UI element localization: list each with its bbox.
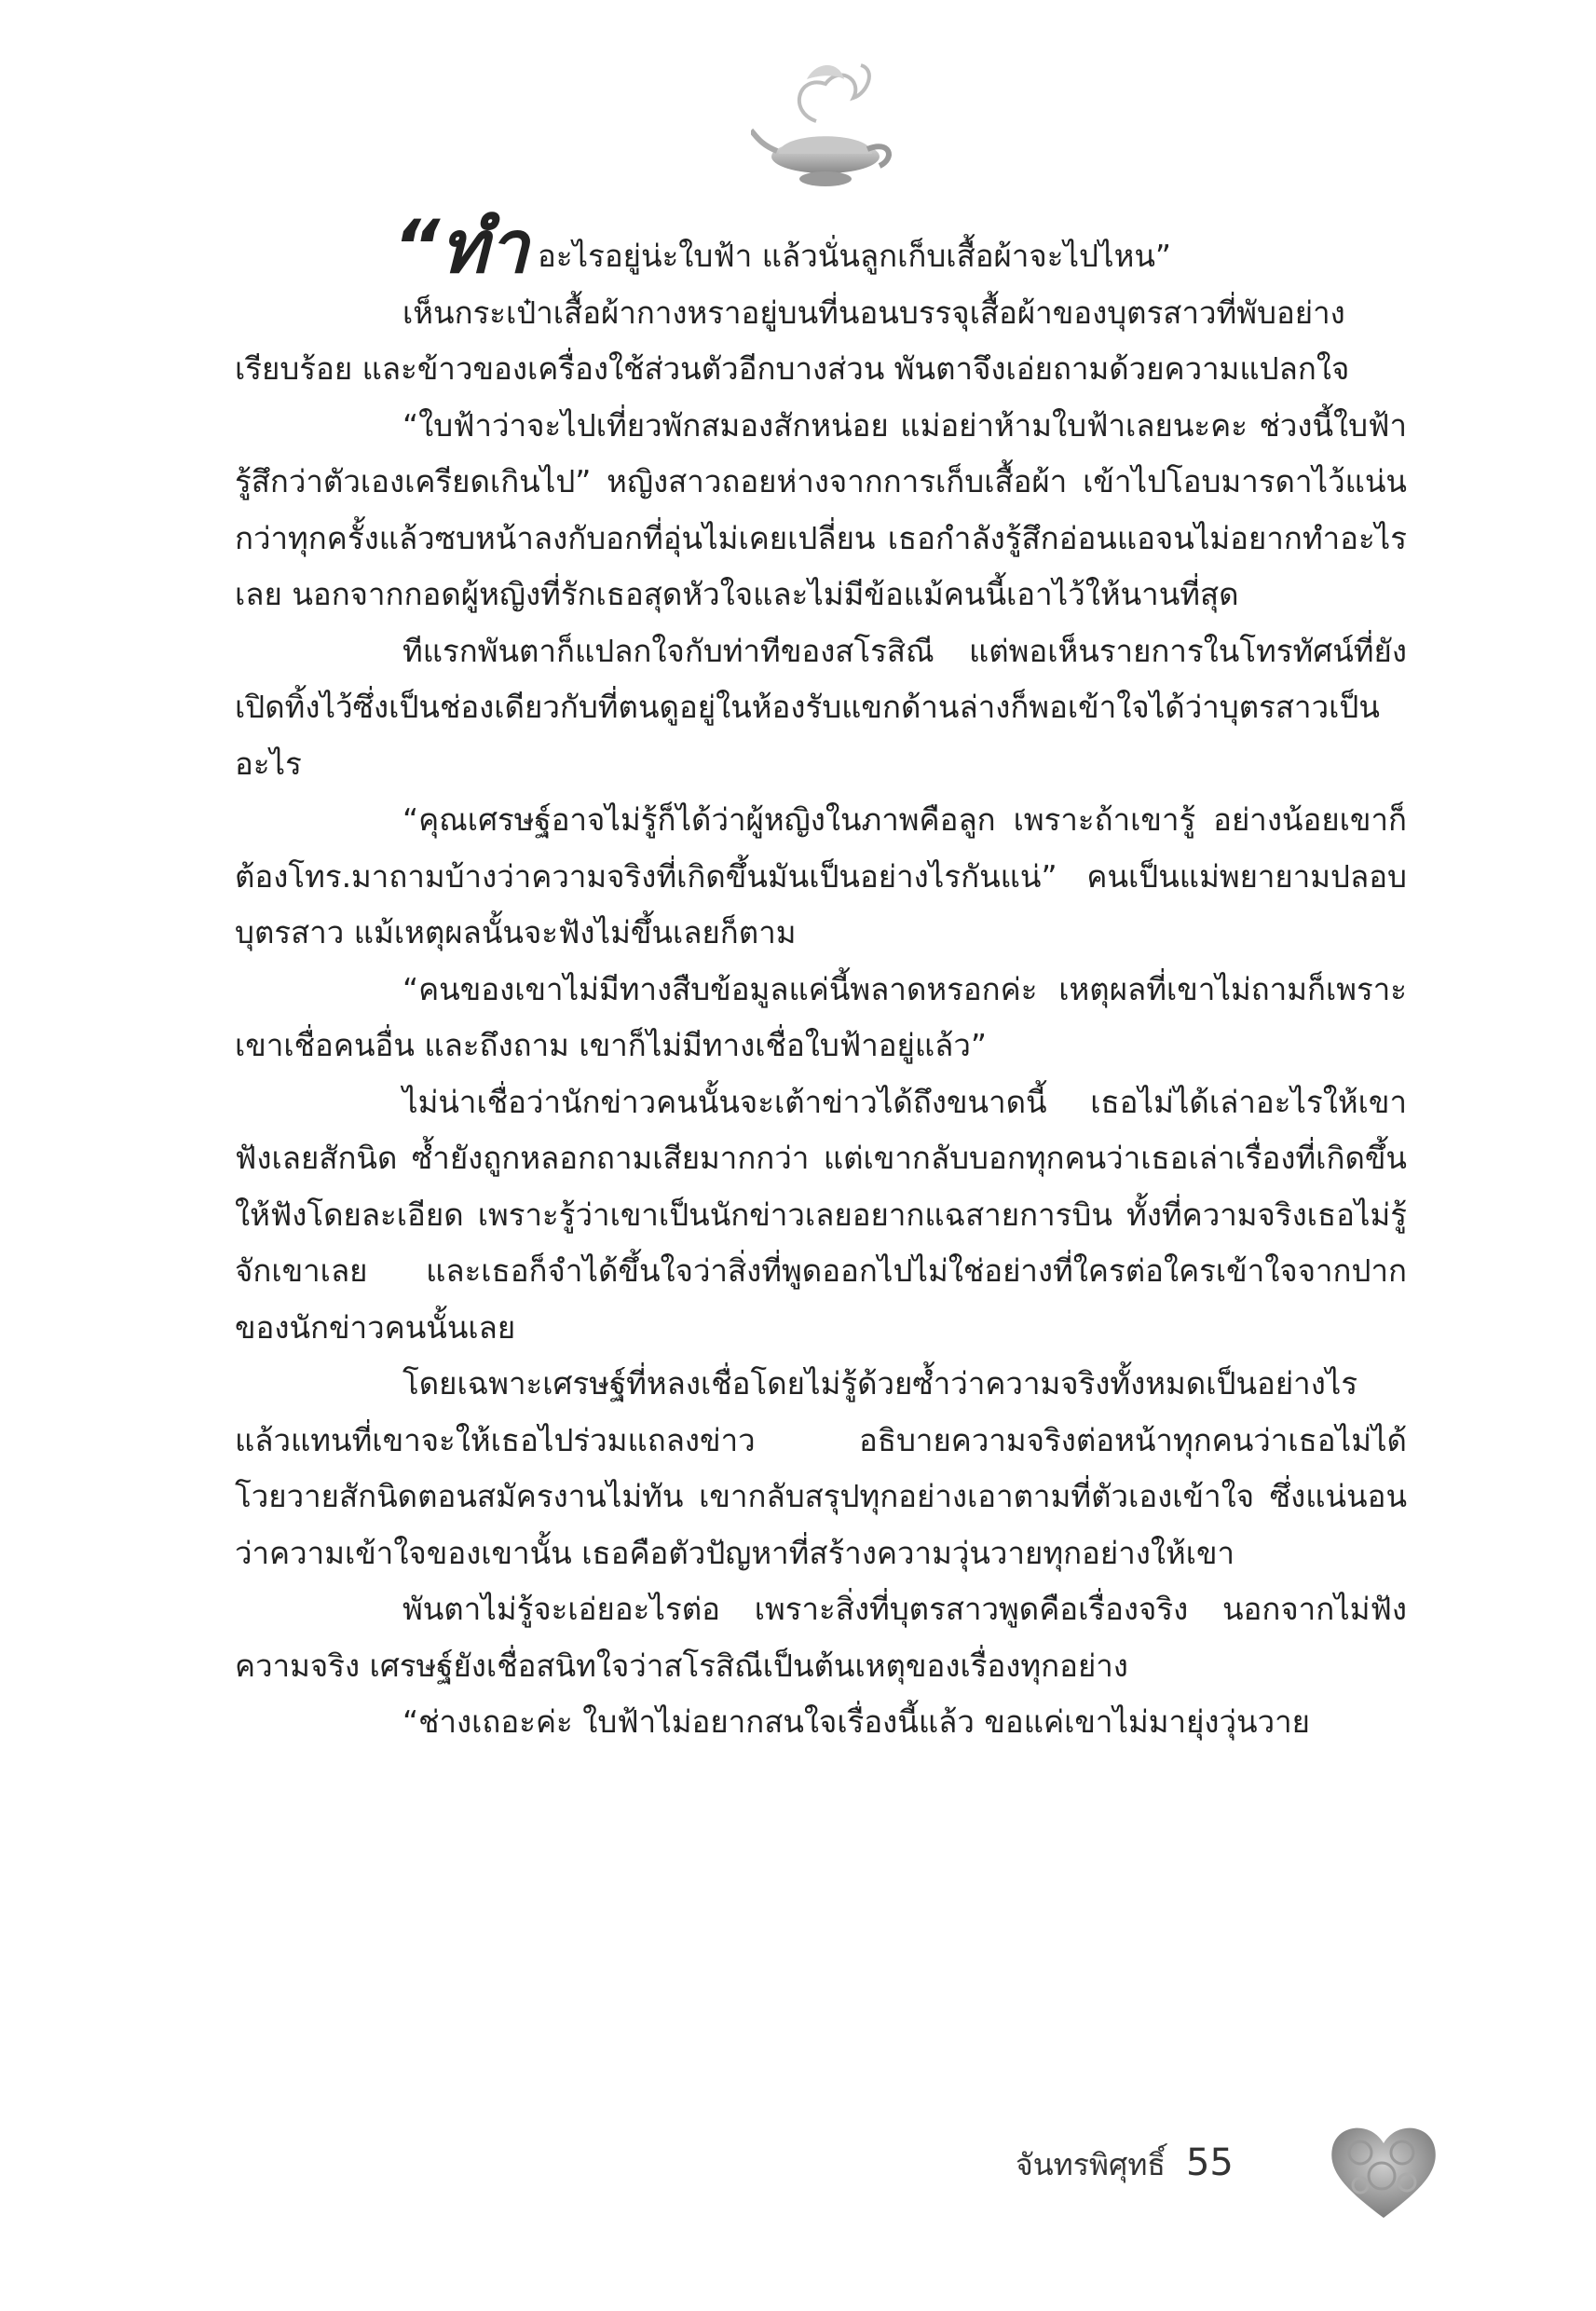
drop-cap: “ทำ — [393, 206, 529, 290]
paragraph: โดยเฉพาะเศรษฐ์ที่หลงเชื่อโดยไม่รู้ด้วยซ้ำว่าความจริงทั้งหมดเป็นอย่างไร แล้วแทนที่เขาจะให้เธอไปร่วมแถลงข่าว อธิบายความจริงต่อหน้าทุกคนว่าเธอไม่ได้โวยวายสักนิดตอนสมัครงานไม่ทัน เขากลับสรุปทุกอย่างเอาตามที่ตัวเองเข้าใจ ซึ่งแน่นอนว่าความเข้าใจของเขานั้น เธอคือตัวปัญหาที่สร้างความวุ่นวายทุกอย่างให้เขา — [235, 1365, 1407, 1571]
genie-lamp-icon — [751, 56, 900, 196]
book-title: จันทรพิศุทธิ์ — [1016, 2147, 1166, 2182]
paragraph: เห็นกระเป๋าเสื้อผ้ากางหราอยู่บนที่นอนบรรจุเสื้อผ้าของบุตรสาวที่พับอย่างเรียบร้อย และข้าวของเครื่องใช้ส่วนตัวอีกบางส่วน พันตาจึงเอ่ยถามด้วยความแปลกใจ — [235, 294, 1350, 387]
paragraph: พันตาไม่รู้จะเอ่ยอะไรต่อ เพราะสิ่งที่บุตรสาวพูดคือเรื่องจริง นอกจากไม่ฟังความจริง เศรษฐ์ยังเชื่อสนิทใจว่าสโรสิณีเป็นต้นเหตุของเรื่องทุกอย่าง — [235, 1591, 1407, 1684]
rose-heart-icon — [1328, 2115, 1439, 2222]
page-footer — [1016, 2141, 1234, 2189]
paragraph: “คนของเขาไม่มีทางสืบข้อมูลแค่นี้พลาดหรอกค่ะ เหตุผลที่เขาไม่ถามก็เพราะเขาเชื่อคนอื่น และถึงถาม เขาก็ไม่มีทางเชื่อใบฟ้าอยู่แล้ว” — [235, 970, 1407, 1063]
story-text — [235, 206, 1407, 1751]
paragraph: “ใบฟ้าว่าจะไปเที่ยวพักสมองสักหน่อย แม่อย่าห้ามใบฟ้าเลยนะคะ ช่วงนี้ใบฟ้ารู้สึกว่าตัวเองเครียดเกินไป” หญิงสาวถอยห่างจากการเก็บเสื้อผ้า เข้าไปโอบมารดาไว้แน่นกว่าทุกครั้งแล้วซบหน้าลงกับอกที่อุ่นไม่เคยเปลี่ยน เธอกำลังรู้สึกอ่อนแอจนไม่อยากทำอะไรเลย นอกจากกอดผู้หญิงที่รักเธอสุดหัวใจและไม่มีข้อแม้คนนี้เอาไว้ให้นานที่สุด — [235, 406, 1407, 612]
paragraph: ไม่น่าเชื่อว่านักข่าวคนนั้นจะเต้าข่าวได้ถึงขนาดนี้ เธอไม่ได้เล่าอะไรให้เขาฟังเลยสักนิด ซ้ำยังถูกหลอกถามเสียมากกว่า แต่เขากลับบอกทุกคนว่าเธอเล่าเรื่องที่เกิดขึ้นให้ฟังโดยละเอียด เพราะรู้ว่าเขาเป็นนักข่าวเลยอยากแฉสายการบิน ทั้งที่ความจริงเธอไม่รู้จักเขาเลย และเธอก็จำได้ขึ้นใจว่าสิ่งที่พูดออกไปไม่ใช่อย่างที่ใครต่อใครเข้าใจจากปากของนักข่าวคนนั้นเลย — [235, 1083, 1407, 1346]
paragraph: ทีแรกพันตาก็แปลกใจกับท่าทีของสโรสิณี แต่พอเห็นรายการในโทรทัศน์ที่ยังเปิดทิ้งไว้ซึ่งเป็นช่องเดียวกับที่ตนดูอยู่ในห้องรับแขกด้านล่างก็พอเข้าใจได้ว่าบุตรสาวเป็นอะไร — [235, 632, 1407, 782]
opening-line-text: อะไรอยู่น่ะใบฟ้า แล้วนั่นลูกเก็บเสื้อผ้าจะไปไหน” — [538, 238, 1172, 274]
page-number: 55 — [1185, 2141, 1234, 2184]
paragraph: “คุณเศรษฐ์อาจไม่รู้ก็ได้ว่าผู้หญิงในภาพคือลูก เพราะถ้าเขารู้ อย่างน้อยเขาก็ต้องโทร.มาถามบ้างว่าความจริงที่เกิดขึ้นมันเป็นอย่างไรกันแน่” คนเป็นแม่พยายามปลอบบุตรสาว แม้เหตุผลนั้นจะฟังไม่ขึ้นเลยก็ตาม — [235, 801, 1407, 950]
paragraph: “ช่างเถอะค่ะ ใบฟ้าไม่อยากสนใจเรื่องนี้แล้ว ขอแค่เขาไม่มายุ่งวุ่นวาย — [402, 1703, 1311, 1740]
opening-line — [235, 206, 1407, 290]
